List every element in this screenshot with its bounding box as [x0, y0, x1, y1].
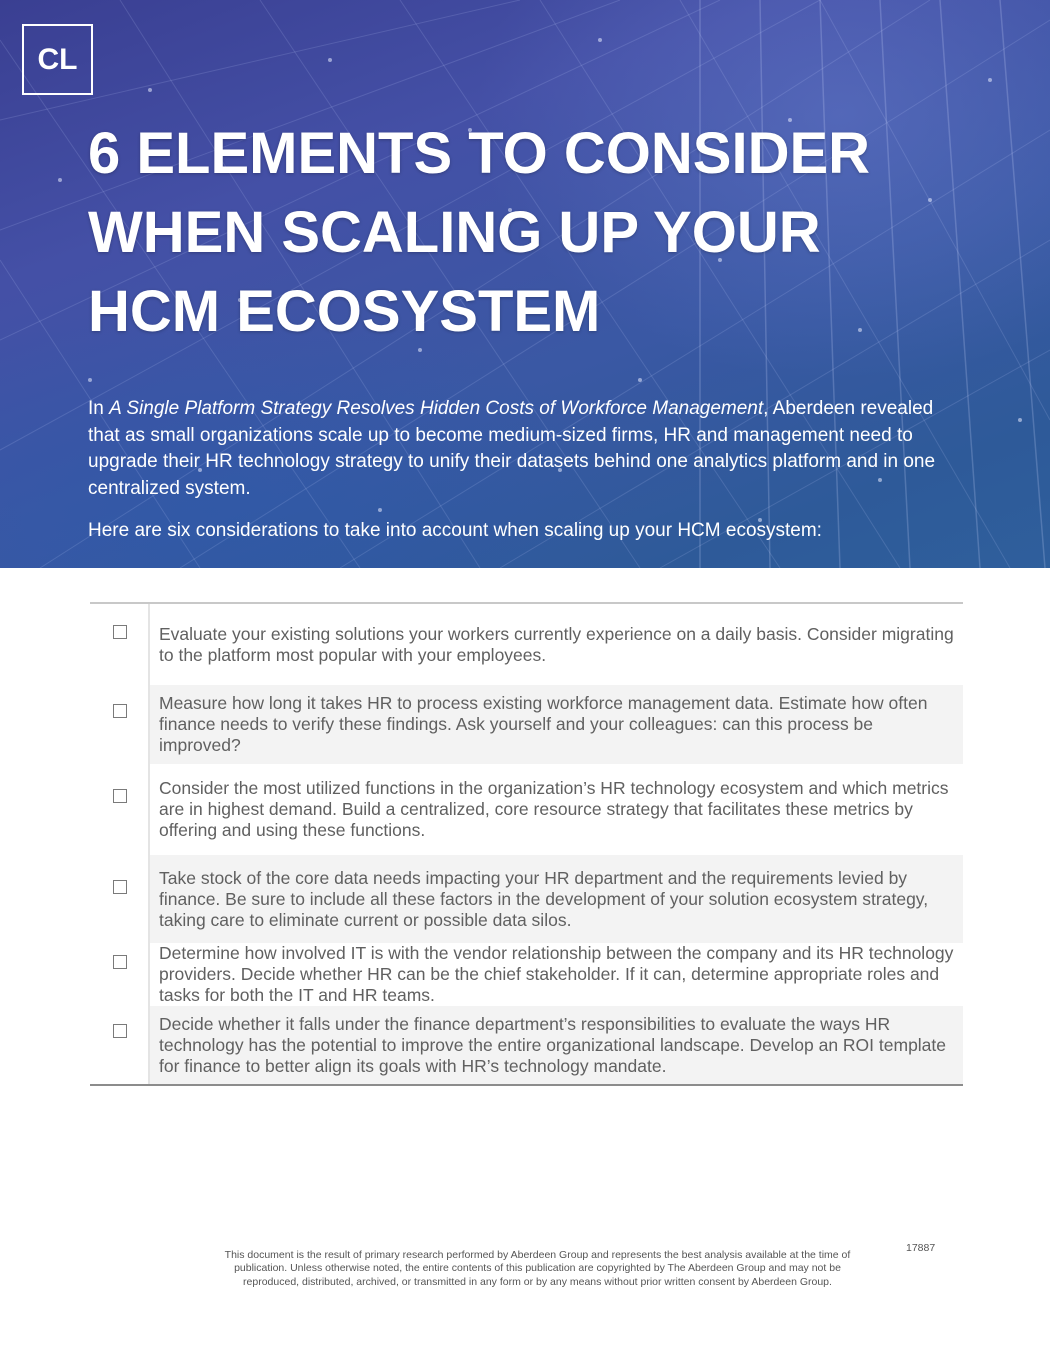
checklist-row: [90, 764, 963, 855]
checklist-item-text: Determine how involved IT is with the vendor relationship between the company and its HR technology providers. Decide whether HR can be the chief stakeholder. If it can, determine appropriate roles and tasks for both the IT and HR teams.: [148, 943, 963, 1006]
report-title: A Single Platform Strategy Resolves Hidden Costs of Workforce Management: [109, 398, 764, 419]
checklist-row: [90, 604, 963, 685]
document-id: 17887: [906, 1242, 936, 1254]
checklist-row: [90, 855, 963, 943]
page-title: [88, 114, 988, 351]
intro-body: , Aberdeen revealed that as small organizations scale up to become medium-sized firms, HR and management need to upgrade their HR technology strategy to unify their datasets behind one analytics platform and in one centralized system.: [88, 398, 936, 499]
checkbox[interactable]: [113, 1024, 127, 1038]
lead-sentence: Here are six considerations to take into account when scaling up your HCM ecosystem:: [88, 520, 822, 541]
title-line: HCM ECOSYSTEM: [88, 279, 601, 344]
checkbox[interactable]: [113, 704, 127, 718]
intro-paragraph: [88, 396, 948, 502]
checklist-item-text: Take stock of the core data needs impacting your HR department and the requirements levied by finance. Be sure to include all these factors in the development of your solution ecosystem strategy, taking care to eliminate current or possible data silos.: [148, 855, 963, 943]
checkbox[interactable]: [113, 789, 127, 803]
company-logo: [22, 24, 93, 95]
checklist-row: [90, 1006, 963, 1084]
checklist-item-text: Decide whether it falls under the finance department’s responsibilities to evaluate the ways HR technology has the potential to improve the entire organizational landscape. Develop an ROI template for finance to better align its goals with HR’s technology mandate.: [148, 1006, 963, 1084]
checkbox[interactable]: [113, 625, 127, 639]
title-line: WHEN SCALING UP YOUR: [88, 200, 821, 265]
hero-banner: [0, 0, 1050, 568]
checklist-item-text: Measure how long it takes HR to process existing workforce management data. Estimate how often finance needs to verify these findings. Ask yourself and your colleagues: can this process be improved?: [148, 685, 963, 764]
checklist-row: [90, 943, 963, 1006]
logo-text: CL: [37, 42, 78, 76]
checkbox[interactable]: [113, 880, 127, 894]
checklist-item-text: Evaluate your existing solutions your workers currently experience on a daily basis. Consider migrating to the platform most popular with your employees.: [148, 604, 963, 685]
checklist-row: [90, 685, 963, 764]
checkbox[interactable]: [113, 955, 127, 969]
copyright-disclaimer: This document is the result of primary research performed by Aberdeen Group and represents the best analysis available at the time of publication. Unless otherwise noted, the entire contents of this publication are copyrighted by The Aberdeen Group and may not be reproduced, distributed, archived, or transmitted in any form or by any means without prior written consent by Aberdeen Group.: [224, 1249, 851, 1288]
considerations-checklist: [90, 602, 963, 1086]
title-line: 6 ELEMENTS TO CONSIDER: [88, 121, 871, 186]
checklist-item-text: Consider the most utilized functions in the organization’s HR technology ecosystem and which metrics are in highest demand. Build a centralized, core resource strategy that facilitates these metrics by offering and using these functions.: [148, 764, 963, 855]
intro-prefix: In: [88, 398, 110, 419]
